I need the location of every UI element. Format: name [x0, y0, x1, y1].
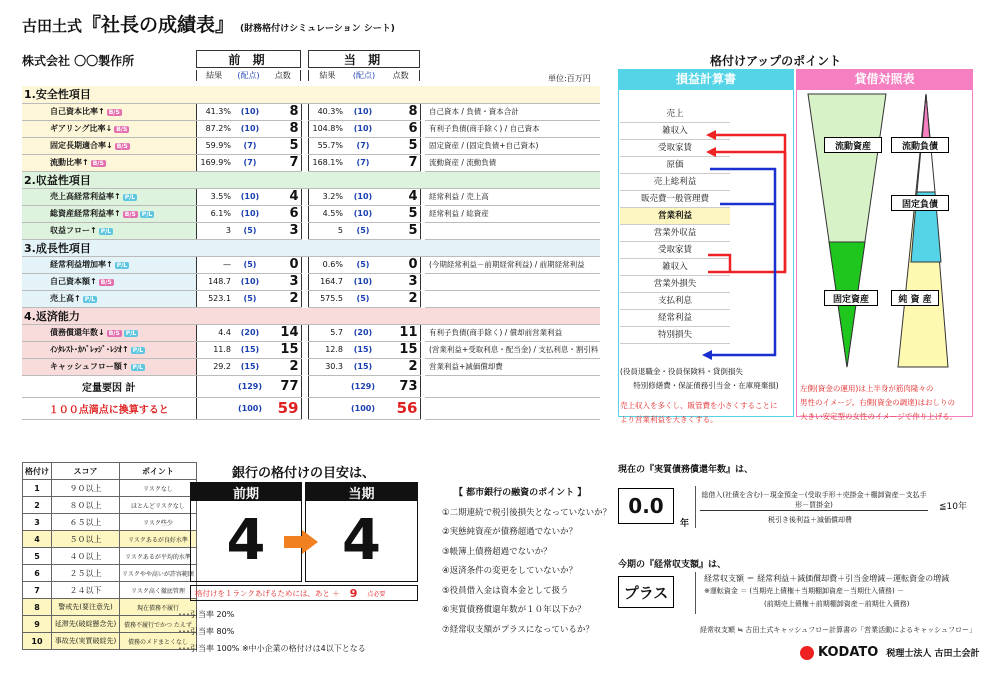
metric-label: ｲﾝﾀﾚｽﾄ･ｶﾊﾞﾚｯｼﾞ･ﾚｼｵ↑ P/L	[22, 341, 196, 358]
curr-points: (10)	[345, 188, 381, 205]
curr-subhead: 結果 (配点) 点数	[308, 70, 420, 81]
curr-result: 12.8	[308, 341, 345, 358]
table-row	[22, 120, 600, 137]
curr-score: 3	[381, 273, 420, 290]
bank-point: ⑥実質債務償還年数が１０年以下か？	[442, 605, 586, 615]
curr-result: 104.8%	[308, 120, 345, 137]
formula: 経常利益 / 総資産	[425, 205, 600, 222]
prev-result: 11.8	[196, 341, 233, 358]
metric-label: 固定長期適合率↓ B/S	[22, 137, 196, 154]
prev-points: (20)	[233, 324, 267, 341]
prev-result: 169.9%	[196, 154, 233, 171]
prev-score: 14	[267, 324, 301, 341]
prev-result: 148.7	[196, 273, 233, 290]
grade-notes	[178, 606, 366, 657]
grade-row: 8 警戒先(要注意先) 現在債務不履行	[23, 599, 197, 616]
curr-result: 55.7%	[308, 137, 345, 154]
income-title: 今期の『経常収支額』は、	[618, 560, 727, 570]
table-row	[22, 324, 600, 341]
metric-label: 流動比率↑ B/S	[22, 154, 196, 171]
period-curr-header: 当 期	[308, 50, 420, 68]
curr-result: 3.2%	[308, 188, 345, 205]
arrow-right-icon	[284, 530, 320, 554]
points-title: 格付けアップのポイント	[710, 54, 842, 68]
curr-score: 5	[381, 205, 420, 222]
metric-label: 総資産経常利益率↑ B/S P/L	[22, 205, 196, 222]
bank-curr-box: 当期 4	[305, 482, 418, 582]
curr-points: (15)	[345, 358, 381, 375]
convert-row: １００点満点に換算すると (100) 59 (100) 56	[22, 397, 600, 419]
pl-item: 雑収入	[620, 259, 730, 276]
table-row	[22, 358, 600, 375]
prev-points: (10)	[233, 205, 267, 222]
curr-result: 575.5	[308, 290, 345, 307]
badge: P/L	[124, 194, 136, 201]
scorecard-table	[22, 86, 600, 420]
debt-unit: 年	[680, 519, 690, 529]
prev-result: 6.1%	[196, 205, 233, 222]
curr-score: 4	[381, 188, 420, 205]
metric-label: 経常利益増加率↑ P/L	[22, 256, 196, 273]
curr-result: 0.6%	[308, 256, 345, 273]
badge: B/S	[108, 109, 120, 116]
prev-result: 87.2%	[196, 120, 233, 137]
formula: 営業利益+減価償却費	[425, 358, 600, 375]
formula: 経常利益 / 売上高	[425, 188, 600, 205]
prev-score: 6	[267, 205, 301, 222]
prev-points: (7)	[233, 154, 267, 171]
income-value: プラス	[618, 576, 674, 608]
prev-result: 523.1	[196, 290, 233, 307]
total-row: 定量要因 計 (129) 77 (129) 73	[22, 375, 600, 397]
unit-label: 単位:百万円	[548, 74, 591, 83]
curr-points: (5)	[345, 290, 381, 307]
bs-fixed-liab: 固定負債	[891, 195, 949, 211]
pl-item: 売上総利益	[620, 174, 730, 191]
bs-fixed-assets: 固定資産	[824, 290, 878, 306]
curr-result: 5.7	[308, 324, 345, 341]
prev-result: 29.2	[196, 358, 233, 375]
curr-score: 11	[381, 324, 420, 341]
curr-points: (10)	[345, 103, 381, 120]
table-row	[22, 137, 600, 154]
metric-label: キャッシュフロー額↑ P/L	[22, 358, 196, 375]
metric-label: 収益フロー↑ P/L	[22, 222, 196, 239]
rank-up-note: 格付けを１ランクあげるためには、あと ＋ 9 点必要	[190, 585, 418, 601]
prev-score: 5	[267, 137, 301, 154]
pl-item: 売上	[620, 106, 730, 123]
prev-result: 59.9%	[196, 137, 233, 154]
prev-points: (10)	[233, 273, 267, 290]
grade-row: 3 ６５以上 リスク些少	[23, 514, 197, 531]
pl-item: 原価	[620, 157, 730, 174]
badge: P/L	[116, 262, 128, 269]
prev-score: 3	[267, 222, 301, 239]
grade-header: スコア	[52, 463, 120, 480]
pl-item: 受取家賃	[620, 242, 730, 259]
prev-score: 2	[267, 358, 301, 375]
formula: (営業利益+受取利息・配当金) / 支払利息・割引料	[425, 341, 600, 358]
prev-score: 0	[267, 256, 301, 273]
prev-points: (5)	[233, 290, 267, 307]
debt-value: 0.0	[618, 488, 674, 524]
badge: P/L	[100, 228, 112, 235]
curr-points: (5)	[345, 222, 381, 239]
badge: P/L	[84, 296, 96, 303]
grade-row: 2 ８０以上 ほとんどリスクなし	[23, 497, 197, 514]
debt-formula: 総借入(社債を含む)－現金預金－(受取手形＋売掛金＋棚卸資産－支払手形－買掛金) 税引き後利益＋減価償却費 ≦10年	[695, 486, 973, 528]
curr-score: 0	[381, 256, 420, 273]
prev-result: 3	[196, 222, 233, 239]
prev-points: (15)	[233, 358, 267, 375]
bs-current-assets: 流動資産	[824, 137, 882, 153]
badge: P/L	[141, 211, 153, 218]
page-title: 古田土式『社長の成績表』 (財務格付けシミュレーション シート)	[22, 14, 395, 36]
grade-header: 格付け	[23, 463, 52, 480]
formula	[425, 222, 600, 239]
grade-note: ･･･引当率 20%	[178, 610, 235, 619]
prev-points: (10)	[233, 188, 267, 205]
pl-item: 雑収入	[620, 123, 730, 140]
section-title: 3.成長性項目	[22, 239, 600, 256]
grade-row: 4 ５０以上 リスクあるが良好水準	[23, 531, 197, 548]
formula: (今期経常利益－前期経常利益) / 前期経常利益	[425, 256, 600, 273]
curr-points: (7)	[345, 137, 381, 154]
formula	[425, 290, 600, 307]
bs-diagram	[798, 92, 972, 377]
prev-result: 4.4	[196, 324, 233, 341]
table-row	[22, 188, 600, 205]
bank-point: ⑤役員借入金は資本金として扱う	[442, 585, 569, 596]
table-row	[22, 205, 600, 222]
table-row	[22, 341, 600, 358]
prev-points: (10)	[233, 120, 267, 137]
income-note: 経常収支額 ≒ 古田土式キャッシュフロー計算書の「営業活動によるキャッシュフロー」	[700, 626, 977, 634]
curr-score: 15	[381, 341, 420, 358]
pl-item: 受取家賃	[620, 140, 730, 157]
prev-points: (15)	[233, 341, 267, 358]
pl-notes: (役員退職金・役員保険料・貸倒損失 特別修繕費・保証債務引当金・在庫廃棄損) 売上収入を多くし、販管費を小さくすることに より営業利益を大きくする。	[620, 367, 779, 424]
badge: B/S	[116, 143, 128, 150]
curr-score: 6	[381, 120, 420, 137]
debt-title: 現在の『実質債務償還年数』は、	[618, 465, 754, 475]
metric-label: 売上高↑ P/L	[22, 290, 196, 307]
bank-point: ③帳簿上債務超過でないか？	[442, 546, 552, 557]
bs-equity: 純 資 産	[891, 290, 939, 306]
curr-points: (10)	[345, 273, 381, 290]
curr-points: (15)	[345, 341, 381, 358]
curr-result: 4.5%	[308, 205, 345, 222]
bank-prev-box: 前期 4	[190, 482, 302, 582]
prev-score: 15	[267, 341, 301, 358]
pl-item: 支払利息	[620, 293, 730, 310]
curr-points: (5)	[345, 256, 381, 273]
prev-score: 2	[267, 290, 301, 307]
curr-score: 2	[381, 358, 420, 375]
grade-note: ･･･引当率 100% ※中小企業の格付けは4以下となる	[178, 644, 366, 653]
curr-points: (7)	[345, 154, 381, 171]
prev-score: 7	[267, 154, 301, 171]
table-row	[22, 103, 600, 120]
curr-result: 164.7	[308, 273, 345, 290]
curr-points: (10)	[345, 205, 381, 222]
prev-points: (5)	[233, 256, 267, 273]
prev-result: —	[196, 256, 233, 273]
section-title: 1.安全性項目	[22, 86, 600, 103]
grade-header: ポイント	[120, 463, 197, 480]
formula: 有利子負債(商手除く) / 償却前営業利益	[425, 324, 600, 341]
pl-item: 営業利益	[620, 208, 730, 225]
formula: 有利子負債(商手除く) / 自己資本	[425, 120, 600, 137]
badge: P/L	[132, 347, 144, 354]
prev-result: 3.5%	[196, 188, 233, 205]
curr-points: (10)	[345, 120, 381, 137]
prev-score: 4	[267, 188, 301, 205]
bank-point: ④返済条件の変更をしていないか？	[442, 566, 578, 576]
metric-label: ギアリング比率↓ B/S	[22, 120, 196, 137]
pl-item: 経常利益	[620, 310, 730, 327]
prev-points: (7)	[233, 137, 267, 154]
pl-header: 損益計算書	[618, 69, 794, 89]
badge: B/S	[116, 126, 128, 133]
grade-row: 5 ４０以上 リスクあるが平均的水準	[23, 548, 197, 565]
table-row	[22, 154, 600, 171]
badge: P/L	[132, 364, 143, 371]
curr-points: (20)	[345, 324, 381, 341]
income-formula: 経常収支額 ＝ 経常利益＋減価償却費＋引当金増減－運転資金の増減 ※運転資金 ＝ (当期売上債権＋当期棚卸資産－当期仕入債務) － (前期売上債権＋前期棚卸資産－前期仕入債務)	[695, 572, 973, 614]
prev-points: (10)	[233, 103, 267, 120]
grade-note: ･･･引当率 80%	[178, 627, 235, 636]
formula: 固定資産 / (固定負債+自己資本)	[425, 137, 600, 154]
prev-result: 41.3%	[196, 103, 233, 120]
curr-score: 5	[381, 222, 420, 239]
pl-item: 営業外収益	[620, 225, 730, 242]
footer-logo: KODATO 税理士法人 古田土会計	[800, 645, 979, 660]
grade-row: 6 ２５以上 リスクやや高いが許容範囲	[23, 565, 197, 582]
formula	[425, 273, 600, 290]
grade-row: 7 ２４以下 リスク高く徹底管理	[23, 582, 197, 599]
curr-score: 8	[381, 103, 420, 120]
badge: B/S	[92, 160, 104, 167]
grade-row: 10 事故先(実質破綻先) 債務のメドまとくなし	[23, 633, 197, 650]
bs-current-liab: 流動負債	[891, 137, 949, 153]
table-row	[22, 290, 600, 307]
section-title: 2.収益性項目	[22, 171, 600, 188]
curr-score: 2	[381, 290, 420, 307]
table-row	[22, 273, 600, 290]
curr-result: 5	[308, 222, 345, 239]
pl-item: 営業外損失	[620, 276, 730, 293]
bs-header: 貸借対照表	[796, 69, 973, 89]
bank-point: ①二期連続で税引後損失となっていないか？	[442, 507, 612, 518]
metric-label: 債務償還年数↓ B/S P/L	[22, 324, 196, 341]
badge: P/L	[125, 330, 137, 337]
formula: 自己資本 / 負債・資本合計	[425, 103, 600, 120]
table-row	[22, 222, 600, 239]
curr-score: 5	[381, 137, 420, 154]
prev-points: (5)	[233, 222, 267, 239]
badge: B/S	[108, 330, 120, 337]
kodato-logo-icon	[800, 646, 814, 660]
formula: 流動資産 / 流動負債	[425, 154, 600, 171]
metric-label: 自己資本比率↑ B/S	[22, 103, 196, 120]
bs-notes: 左側(資金の運用)は上半身が筋肉隆々の 男性のイメージ。右側(資金の調達)はおしりの 大きい安定型の女性のイメージで作り上げる。	[800, 384, 958, 421]
pl-arrows	[620, 100, 795, 370]
badge: B/S	[124, 211, 136, 218]
grade-row: 9 延滞先(破綻懸念先) 債務不履行でかつ たえず	[23, 616, 197, 633]
bank-point: ⑦経常収支額がプラスになっているか？	[442, 624, 594, 635]
prev-score: 8	[267, 103, 301, 120]
badge: B/S	[100, 279, 112, 286]
curr-result: 168.1%	[308, 154, 345, 171]
curr-score: 7	[381, 154, 420, 171]
metric-label: 自己資本額↑ B/S	[22, 273, 196, 290]
section-title: 4.返済能力	[22, 307, 600, 324]
table-row	[22, 256, 600, 273]
period-prev-header: 前 期	[196, 50, 301, 68]
curr-result: 40.3%	[308, 103, 345, 120]
prev-score: 8	[267, 120, 301, 137]
pl-item: 販売費一般管理費	[620, 191, 730, 208]
metric-label: 売上高経常利益率↑ P/L	[22, 188, 196, 205]
company-name: 株式会社 〇〇製作所	[22, 54, 135, 68]
pl-item: 特別損失	[620, 327, 730, 344]
prev-subhead: 結果 (配点) 点数	[196, 70, 301, 81]
curr-result: 30.3	[308, 358, 345, 375]
grade-row: 1 ９０以上 リスクなし	[23, 480, 197, 497]
grade-table	[22, 462, 197, 650]
bank-points: 【 都市銀行の融資のポイント 】 ①二期連続で税引後損失となっていないか？ ②実態純資産が債務超過でないか？ ③帳簿上債務超過でないか？ ④返済条件の変更をしていないか？ ⑤役員借入金は資本金として扱う ⑥実質債務償還年数が１０年以下か？ ⑦経常収支額がプラスになっているか？	[442, 484, 611, 640]
bank-title: 銀行の格付けの目安は、	[232, 466, 376, 481]
prev-score: 3	[267, 273, 301, 290]
bank-point: ②実態純資産が債務超過でないか？	[442, 527, 578, 537]
